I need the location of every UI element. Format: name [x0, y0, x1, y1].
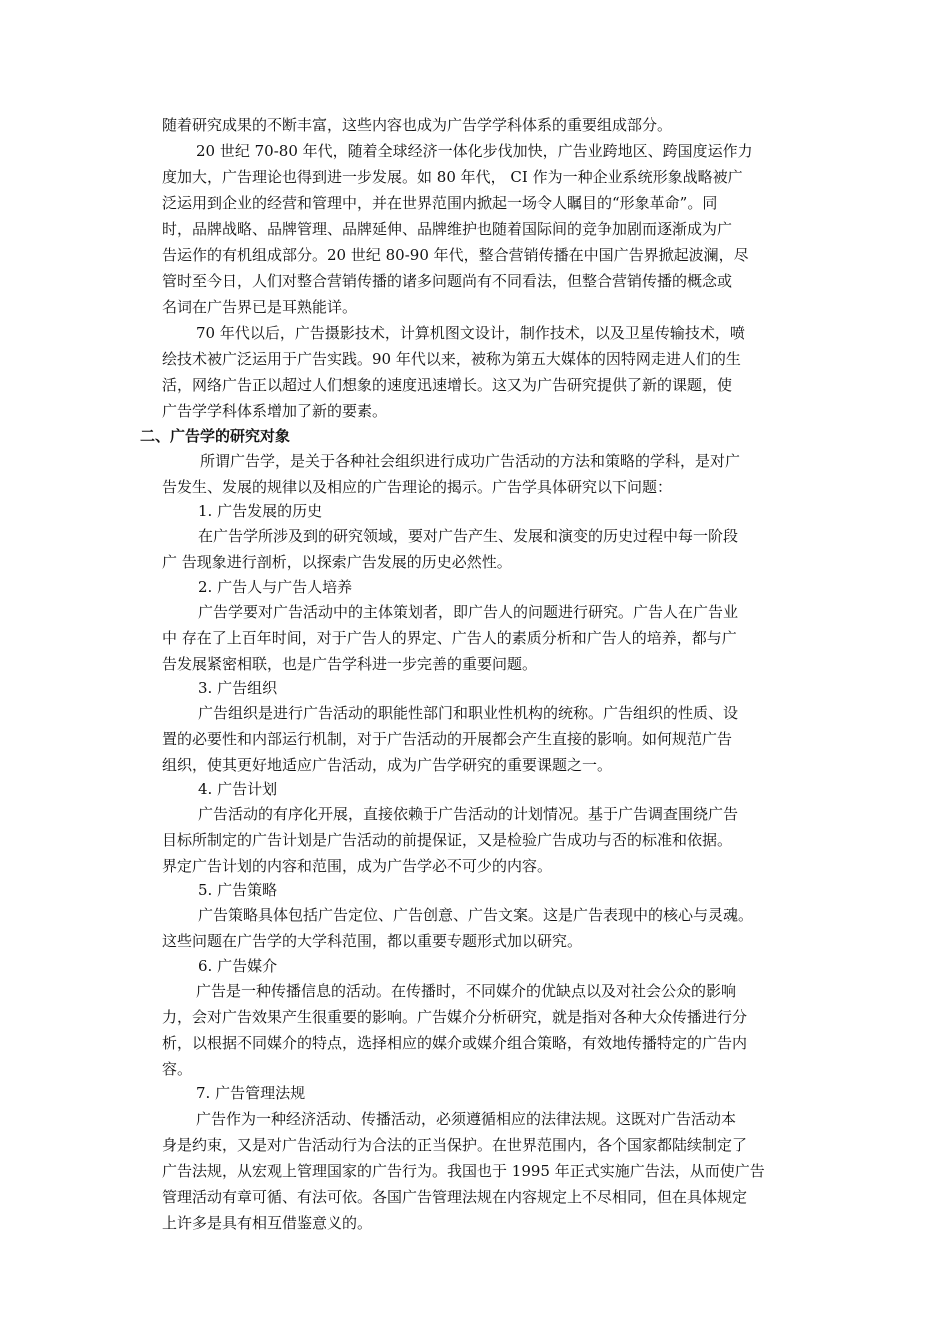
section-heading: 二、广告学的研究对象: [140, 427, 291, 445]
text-line: 3. 广告组织: [198, 679, 278, 697]
text-line: 所谓广告学，是关于各种社会组织进行成功广告活动的方法和策略的学科，是对广: [200, 452, 741, 470]
text-line: 身是约束，又是对广告活动行为合法的正当保护。在世界范围内，各个国家都陆续制定了: [162, 1136, 748, 1154]
text-line: 上许多是具有相互借鉴意义的。: [162, 1214, 373, 1232]
text-line: 5. 广告策略: [198, 881, 278, 899]
text-line: 70 年代以后，广告摄影技术，计算机图文设计，制作技术，以及卫星传输技术，喷: [196, 324, 745, 342]
text-line: 这些问题在广告学的大学科范围，都以重要专题形式加以研究。: [162, 932, 583, 950]
text-line: 告发生、发展的规律以及相应的广告理论的揭示。广告学具体研究以下问题：: [162, 478, 673, 496]
text-line: 6. 广告媒介: [198, 957, 278, 975]
text-line: 绘技术被广泛运用于广告实践。90 年代以来，被称为第五大媒体的因特网走进人们的生: [162, 350, 741, 368]
text-line: 组织，使其更好地适应广告活动，成为广告学研究的重要课题之一。: [162, 756, 613, 774]
text-line: 容。: [162, 1060, 193, 1078]
text-line: 力，会对广告效果产生很重要的影响。广告媒介分析研究，就是指对各种大众传播进行分: [162, 1008, 748, 1026]
text-line: 20 世纪 70-80 年代，随着全球经济一体化步伐加快，广告业跨地区、跨国度运作力: [196, 142, 753, 160]
text-line: 管时至今日，人们对整合营销传播的诸多问题尚有不同看法，但整合营销传播的概念或: [162, 272, 733, 290]
text-line: 析，以根据不同媒介的特点，选择相应的媒介或媒介组合策略，有效地传播特定的广告内: [162, 1034, 748, 1052]
text-line: 目标所制定的广告计划是广告活动的前提保证，又是检验广告成功与否的标准和依据。: [162, 831, 733, 849]
text-line: 在广告学所涉及到的研究领域，要对广告产生、发展和演变的历史过程中每一阶段: [198, 527, 739, 545]
text-line: 广告学学科体系增加了新的要素。: [162, 402, 388, 420]
text-line: 2. 广告人与广告人培养: [198, 578, 353, 596]
text-line: 名词在广告界已是耳熟能详。: [162, 298, 358, 316]
text-line: 广告组织是进行广告活动的职能性部门和职业性机构的统称。广告组织的性质、设: [198, 704, 739, 722]
text-line: 广 告现象进行剖析，以探索广告发展的历史必然性。: [162, 553, 512, 571]
text-line: 界定广告计划的内容和范围，成为广告学必不可少的内容。: [162, 857, 553, 875]
text-line: 告运作的有机组成部分。20 世纪 80-90 年代，整合营销传播在中国广告界掀起波澜，尽: [162, 246, 749, 264]
text-line: 广告作为一种经济活动、传播活动，必须遵循相应的法律法规。这既对广告活动本: [196, 1110, 737, 1128]
text-line: 中 存在了上百年时间，对于广告人的界定、广告人的素质分析和广告人的培养，都与广: [162, 629, 737, 647]
text-line: 1. 广告发展的历史: [198, 502, 323, 520]
text-line: 随着研究成果的不断丰富，这些内容也成为广告学学科体系的重要组成部分。: [162, 116, 673, 134]
text-line: 7. 广告管理法规: [196, 1084, 306, 1102]
text-line: 时，品牌战略、品牌管理、品牌延伸、品牌维护也随着国际间的竞争加剧而逐渐成为广: [162, 220, 733, 238]
text-line: 广告活动的有序化开展，直接依赖于广告活动的计划情况。基于广告调查围绕广告: [198, 805, 739, 823]
text-line: 广告学要对广告活动中的主体策划者，即广告人的问题进行研究。广告人在广告业: [198, 603, 739, 621]
text-line: 告发展紧密相联，也是广告学科进一步完善的重要问题。: [162, 655, 538, 673]
text-line: 广告策略具体包括广告定位、广告创意、广告文案。这是广告表现中的核心与灵魂。: [198, 906, 754, 924]
text-line: 置的必要性和内部运行机制，对于广告活动的开展都会产生直接的影响。如何规范广告: [162, 730, 733, 748]
text-line: 度加大，广告理论也得到进一步发展。如 80 年代， CI 作为一种企业系统形象战略被广: [162, 168, 743, 186]
text-line: 活，网络广告正以超过人们想象的速度迅速增长。这又为广告研究提供了新的课题，使: [162, 376, 733, 394]
text-line: 管理活动有章可循、有法可依。各国广告管理法规在内容规定上不尽相同，但在具体规定: [162, 1188, 748, 1206]
text-line: 泛运用到企业的经营和管理中，并在世界范围内掀起一场令人瞩目的“形象革命”。同: [162, 194, 718, 212]
text-line: 4. 广告计划: [198, 780, 278, 798]
text-line: 广告法规，从宏观上管理国家的广告行为。我国也于 1995 年正式实施广告法，从而使广告: [162, 1162, 765, 1180]
text-line: 广告是一种传播信息的活动。在传播时，不同媒介的优缺点以及对社会公众的影响: [196, 982, 737, 1000]
